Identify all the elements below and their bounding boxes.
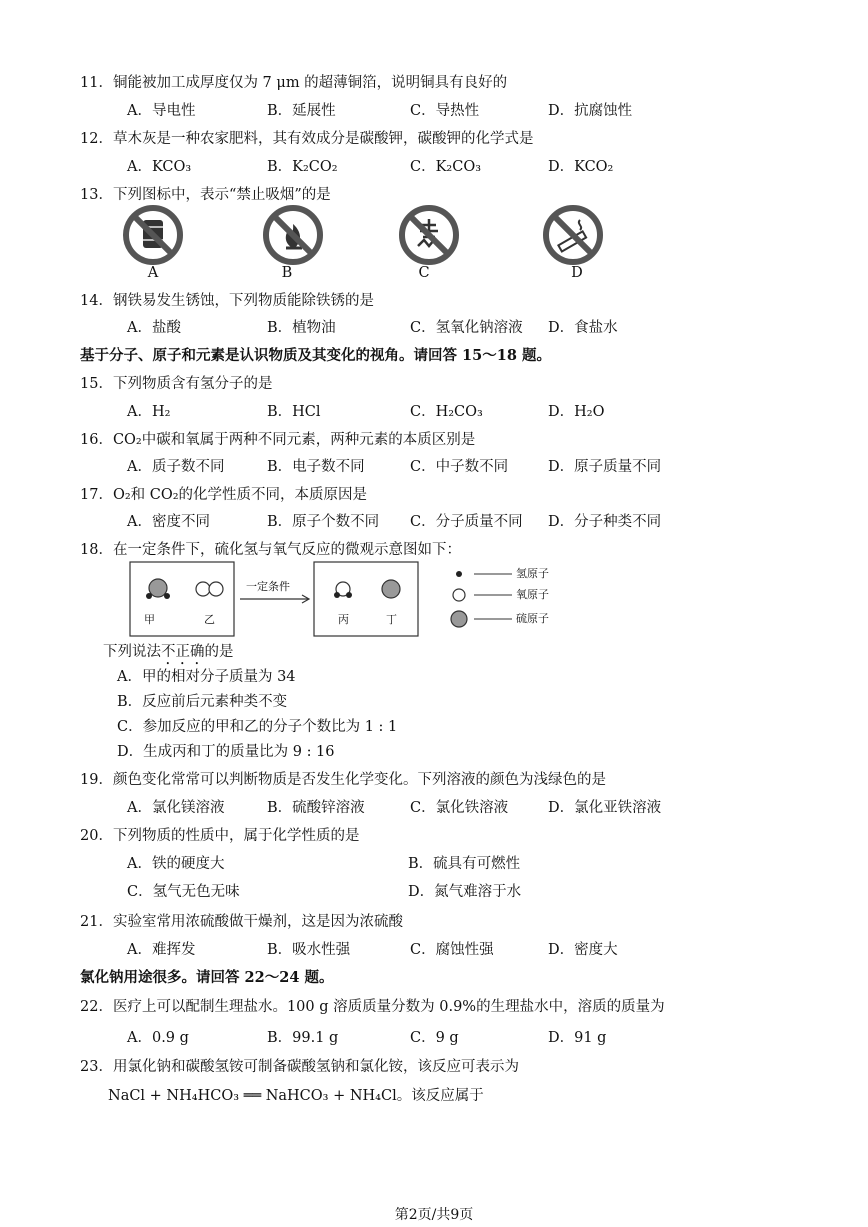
- q15-option-c: C．H₂CO₃: [410, 404, 483, 420]
- q22-option-a: A．0.9 g: [127, 1030, 189, 1046]
- q18-prompt-emphasis: 不正确: [161, 644, 205, 660]
- q14-option-c: C．氢氧化钠溶液: [410, 320, 523, 336]
- q21-option-a: A．难挥发: [127, 942, 196, 958]
- bing-hydrogen-atom-2: [346, 592, 352, 598]
- q13-label-c: C: [418, 265, 430, 281]
- q16-option-a: A．质子数不同: [127, 459, 225, 475]
- q23-equation: NaCl + NH₄HCO₃ ══ NaHCO₃ + NH₄Cl。该反应属于: [108, 1088, 484, 1104]
- q19-stem: 19．颜色变化常常可以判断物质是否发生化学变化。下列溶液的颜色为浅绿色的是: [80, 772, 606, 788]
- label-ding: 丁: [386, 613, 397, 626]
- q17-option-a: A．密度不同: [127, 514, 210, 530]
- ding-sulfur-atom: [382, 580, 400, 598]
- q21-option-d: D．密度大: [548, 942, 618, 958]
- legend-hydrogen-symbol: [456, 571, 462, 577]
- legend-sulfur-label: 硫原子: [516, 612, 549, 625]
- q22-option-d: D．91 g: [548, 1030, 607, 1046]
- q14-stem: 14．钢铁易发生锈蚀，下列物质能除铁锈的是: [80, 293, 374, 309]
- q11-option-c: C．导热性: [410, 103, 480, 119]
- legend-hydrogen-label: 氢原子: [516, 567, 549, 580]
- jia-hydrogen-atom-1: [146, 593, 152, 599]
- q14-option-b: B．植物油: [267, 320, 336, 336]
- q12-stem: 12．草木灰是一种农家肥料，其有效成分是碳酸钾，碳酸钾的化学式是: [80, 131, 534, 147]
- q18-option-c: C．参加反应的甲和乙的分子个数比为 1 : 1: [117, 719, 398, 735]
- section-heading-15-18: 基于分子、原子和元素是认识物质及其变化的视角。请回答 15～18 题。: [80, 347, 551, 364]
- q11-stem: 11．铜能被加工成厚度仅为 7 μm 的超薄铜箔，说明铜具有良好的: [80, 75, 508, 91]
- q18-stem: 18．在一定条件下，硫化氢与氧气反应的微观示意图如下：: [80, 542, 461, 558]
- reaction-diagram: [128, 560, 568, 640]
- q18-prompt: [103, 642, 234, 668]
- q20-option-a: A．铁的硬度大: [127, 856, 225, 872]
- q19-option-b: B．硫酸锌溶液: [267, 800, 365, 816]
- jia-hydrogen-atom-2: [164, 593, 170, 599]
- page-number: 第2页/共9页: [394, 1207, 474, 1223]
- q23-stem: 23．用氯化钠和碳酸氢铵可制备碳酸氢钠和氯化铵，该反应可表示为: [80, 1059, 519, 1075]
- q17-option-b: B．原子个数不同: [267, 514, 380, 530]
- q20-option-b: B．硫具有可燃性: [408, 856, 521, 872]
- q18-prompt-post: 的是: [204, 644, 234, 660]
- q22-option-b: B．99.1 g: [267, 1030, 339, 1046]
- no-open-flame-sign-icon: [262, 204, 324, 266]
- products-box: [314, 562, 418, 636]
- q21-option-b: B．吸水性强: [267, 942, 351, 958]
- label-yi: 乙: [204, 613, 215, 626]
- q20-option-c: C．氢气无色无味: [127, 884, 240, 900]
- q18-option-a: A．甲的相对分子质量为 34: [117, 669, 296, 685]
- yi-oxygen-atom-2: [209, 582, 223, 596]
- no-smoking-sign-icon: [542, 204, 604, 266]
- q11-option-d: D．抗腐蚀性: [548, 103, 633, 119]
- q18-option-d: D．生成丙和丁的质量比为 9 : 16: [117, 744, 335, 760]
- q20-option-d: D．氮气难溶于水: [408, 884, 522, 900]
- label-jia: 甲: [144, 613, 155, 626]
- q21-option-c: C．腐蚀性强: [410, 942, 494, 958]
- yi-oxygen-atom-1: [196, 582, 210, 596]
- bing-hydrogen-atom-1: [334, 592, 340, 598]
- q13-label-b: B: [281, 265, 293, 281]
- legend-sulfur-symbol: [451, 611, 467, 627]
- label-reaction-condition: 一定条件: [246, 580, 290, 593]
- q18-prompt-pre: 下列说法: [103, 644, 161, 660]
- q19-option-c: C．氯化铁溶液: [410, 800, 509, 816]
- q13-stem: 13．下列图标中，表示“禁止吸烟”的是: [80, 187, 331, 203]
- q16-option-b: B．电子数不同: [267, 459, 365, 475]
- q21-stem: 21．实验室常用浓硫酸做干燥剂，这是因为浓硫酸: [80, 914, 403, 930]
- no-littering-sign-icon: [398, 204, 460, 266]
- q22-stem: 22．医疗上可以配制生理盐水。100 g 溶质质量分数为 0.9%的生理盐水中，溶质的质量为: [80, 999, 665, 1015]
- q13-label-d: D: [571, 265, 583, 281]
- q20-stem: 20．下列物质的性质中，属于化学性质的是: [80, 828, 360, 844]
- q17-option-c: C．分子质量不同: [410, 514, 523, 530]
- label-bing: 丙: [338, 613, 349, 626]
- q17-option-d: D．分子种类不同: [548, 514, 662, 530]
- q11-option-b: B．延展性: [267, 103, 336, 119]
- no-barrel-sign-icon: [122, 204, 184, 266]
- q11-option-a: A．导电性: [127, 103, 196, 119]
- q16-stem: 16．CO₂中碳和氧属于两种不同元素，两种元素的本质区别是: [80, 432, 476, 448]
- q14-option-d: D．食盐水: [548, 320, 618, 336]
- q16-option-d: D．原子质量不同: [548, 459, 662, 475]
- q17-stem: 17．O₂和 CO₂的化学性质不同，本质原因是: [80, 487, 368, 503]
- q14-option-a: A．盐酸: [127, 320, 181, 336]
- q15-stem: 15．下列物质含有氢分子的是: [80, 376, 273, 392]
- legend-oxygen-label: 氧原子: [516, 588, 549, 601]
- q15-option-b: B．HCl: [267, 404, 321, 420]
- q18-option-b: B．反应前后元素种类不变: [117, 694, 288, 710]
- q19-option-d: D．氯化亚铁溶液: [548, 800, 662, 816]
- q15-option-a: A．H₂: [127, 404, 171, 420]
- legend-oxygen-symbol: [453, 589, 465, 601]
- q16-option-c: C．中子数不同: [410, 459, 509, 475]
- q19-option-a: A．氯化镁溶液: [127, 800, 225, 816]
- q22-option-c: C．9 g: [410, 1030, 459, 1046]
- q13-label-a: A: [147, 265, 159, 281]
- q12-option-c: C．K₂CO₃: [410, 159, 482, 175]
- section-heading-22-24: 氯化钠用途很多。请回答 22～24 题。: [80, 969, 334, 986]
- q12-option-a: A．KCO₃: [127, 159, 192, 175]
- q12-option-d: D．KCO₂: [548, 159, 614, 175]
- jia-sulfur-atom: [149, 579, 167, 597]
- q15-option-d: D．H₂O: [548, 404, 605, 420]
- q12-option-b: B．K₂CO₂: [267, 159, 338, 175]
